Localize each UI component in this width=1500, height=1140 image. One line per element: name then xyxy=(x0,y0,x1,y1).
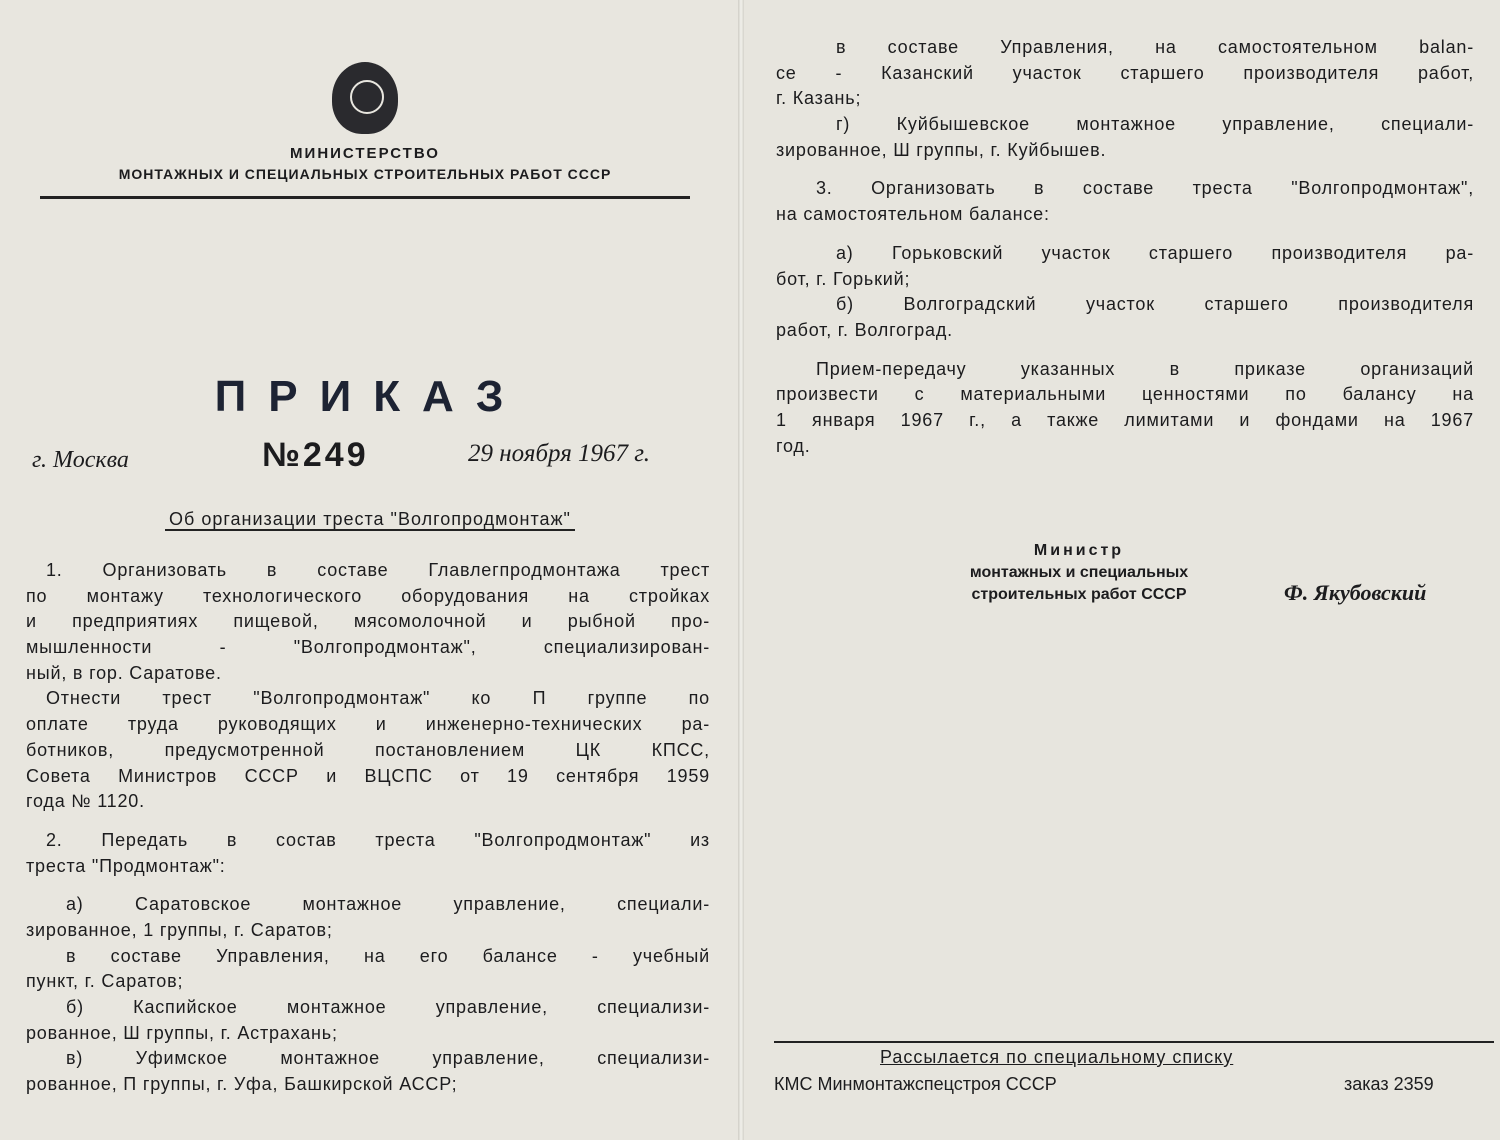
text-line: 1 января 1967 г., а также лимитами и фондами на 1967 xyxy=(776,409,1474,430)
left-body-text xyxy=(26,558,710,1098)
ussr-emblem-icon xyxy=(332,62,398,134)
text-line: пункт, г. Саратов; xyxy=(26,971,184,992)
text-line: се - Казанский участок старшего производителя работ, xyxy=(776,62,1474,83)
text-line: на самостоятельном балансе: xyxy=(776,204,1050,225)
order-title xyxy=(0,509,740,530)
distribution-note: Рассылается по специальному списку xyxy=(880,1047,1234,1067)
printer-note: КМС Минмонтажспецстроя СССР xyxy=(774,1074,1057,1094)
paragraph-gap xyxy=(776,344,1474,357)
text-line: мышленности - "Волгопродмонтаж", специализирован- xyxy=(26,637,710,658)
text-line: бот, г. Горький; xyxy=(776,268,911,289)
text-line: оплате труда руководящих и инженерно-технических ра- xyxy=(26,714,710,735)
signer-name: Ф. Якубовский xyxy=(1284,580,1427,605)
text-line: 1. Организовать в составе Главлегпродмонтажа трест xyxy=(46,560,710,580)
ministry-name-line2: МОНТАЖНЫХ И СПЕЦИАЛЬНЫХ СТРОИТЕЛЬНЫХ РАБОТ СССР xyxy=(118,166,612,182)
text-line: в) Уфимское монтажное управление, специализи- xyxy=(66,1048,710,1069)
left-page xyxy=(0,0,740,1140)
right-body-text xyxy=(776,35,1474,459)
text-line: треста "Продмонтаж": xyxy=(26,855,226,876)
text-line: рованное, Ш группы, г. Астрахань; xyxy=(26,1022,338,1043)
text-line: г. Казань; xyxy=(776,88,862,109)
text-line: б) Волгоградский участок старшего производителя xyxy=(836,294,1474,315)
text-line: Прием-передачу указанных в приказе организаций xyxy=(816,358,1474,379)
signer-title-2: монтажных и специальных xyxy=(969,564,1189,581)
right-page xyxy=(744,0,1500,1140)
signature-block xyxy=(924,540,1234,606)
footer-rule xyxy=(774,1041,1494,1043)
text-line: Совета Министров СССР и ВЦСПС от 19 сентября 1959 xyxy=(26,765,710,786)
text-line: б) Каспийское монтажное управление, специализи- xyxy=(66,997,710,1017)
text-line: 2. Передать в состав треста "Волгопродмонтаж" из xyxy=(46,829,710,850)
ministry-name-line1: МИНИСТЕРСТВО xyxy=(290,145,440,162)
text-line: в составе Управления, на самостоятельном balan- xyxy=(836,37,1474,57)
text-line: 3. Организовать в составе треста "Волгопродмонтаж", xyxy=(816,178,1474,199)
header-rule xyxy=(40,196,690,199)
text-line: работ, г. Волгоград. xyxy=(776,319,953,340)
text-line: год. xyxy=(776,435,811,456)
paragraph-gap xyxy=(26,879,710,892)
text-line: ботников, предусмотренной постановлением ЦК КПСС, xyxy=(26,739,710,760)
text-line: по монтажу технологического оборудования на стройках xyxy=(26,585,710,606)
text-line: зированное, 1 группы, г. Саратов; xyxy=(26,919,333,940)
city: г. Москва xyxy=(32,447,129,473)
paragraph-gap xyxy=(26,815,710,828)
text-line: и предприятиях пищевой, мясомолочной и рыбной про- xyxy=(26,611,710,632)
text-line: Отнести трест "Волгопродмонтаж" ко П группе по xyxy=(46,688,710,709)
text-line: года № 1120. xyxy=(26,791,145,812)
order-number: №249 xyxy=(262,436,369,474)
text-line: г) Куйбышевское монтажное управление, специали- xyxy=(836,114,1474,135)
document-type: ПРИКАЗ xyxy=(214,372,526,421)
paragraph-gap xyxy=(776,163,1474,176)
paragraph-gap xyxy=(776,228,1474,241)
text-line: а) Саратовское монтажное управление, специали- xyxy=(66,894,710,915)
signer-title-3: строительных работ СССР xyxy=(971,586,1187,603)
text-line: ный, в гор. Саратове. xyxy=(26,662,222,683)
print-order: заказ 2359 xyxy=(1344,1074,1434,1094)
text-line: а) Горьковский участок старшего производителя ра- xyxy=(836,242,1474,263)
text-line: рованное, П группы, г. Уфа, Башкирской АССР; xyxy=(26,1074,458,1095)
text-line: произвести с материальными ценностями по балансу на xyxy=(776,384,1474,405)
signer-title-1: Министр xyxy=(1033,542,1125,559)
order-title-text: Об организации треста "Волгопродмонтаж" xyxy=(165,509,575,531)
text-line: зированное, Ш группы, г. Куйбышев. xyxy=(776,139,1107,160)
order-date: 29 ноября 1967 г. xyxy=(468,440,650,467)
text-line: в составе Управления, на его балансе - учебный xyxy=(66,945,710,966)
